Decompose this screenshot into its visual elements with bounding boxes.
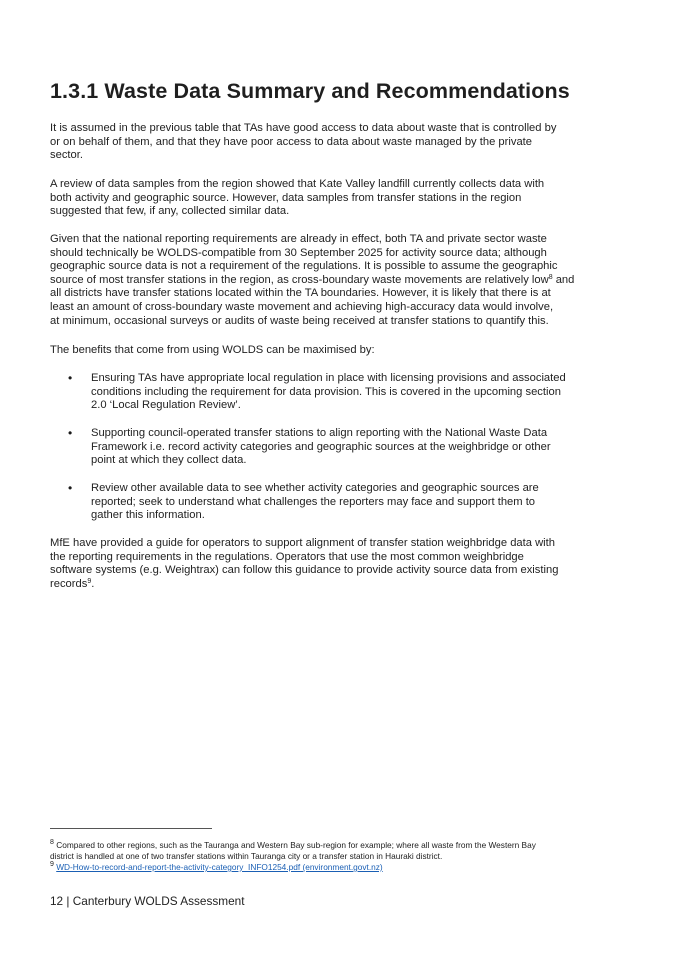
paragraph-data-samples bbox=[50, 178, 544, 219]
footnote-line bbox=[50, 862, 383, 873]
text-line: It is assumed in the previous table that TAs have good access to data about waste that is controlled by bbox=[50, 122, 557, 134]
text-line: MfE have provided a guide for operators to support alignment of transfer station weighbridge data with bbox=[50, 537, 555, 549]
text-line: conditions including the requirement for data provision. This is covered in the upcoming section bbox=[91, 385, 561, 398]
text-line: 2.0 ‘Local Regulation Review’. bbox=[91, 399, 241, 412]
footnote-text: Compared to other regions, such as the Tauranga and Western Bay sub-region for example; where all waste from the Western Bay bbox=[53, 840, 536, 850]
paragraph-data-access bbox=[50, 122, 556, 163]
text-line bbox=[50, 578, 558, 592]
text-line: gather this information. bbox=[91, 509, 205, 522]
footnote-ref-9[interactable]: 9 bbox=[87, 577, 92, 585]
text-line: reported; seek to understand what challenges the reporters may face and support them to bbox=[91, 495, 536, 508]
text-line: Ensuring TAs have appropriate local regulation in place with licensing provisions and associated bbox=[91, 372, 566, 384]
text-segment: source of most transfer stations in the region, as cross-boundary waste movements are relatively low bbox=[50, 273, 549, 286]
footnote-divider bbox=[50, 828, 212, 829]
text-line: both activity and geographic source. However, data samples from transfer stations in the region bbox=[50, 191, 522, 204]
text-line: Supporting council-operated transfer stations to align reporting with the National Waste Data bbox=[91, 427, 548, 439]
bullet-item-transfer-stations bbox=[91, 427, 551, 468]
footnote-8 bbox=[50, 840, 536, 861]
footnote-link-mfe-guide[interactable]: WD-How-to-record-and-report-the-activity-category_INFO1254.pdf (environment.govt.nz) bbox=[56, 862, 383, 872]
footnote-line: district is handled at one of two transfer stations within Tauranga city or a transfer station in Hauraki district. bbox=[50, 850, 443, 861]
paragraph-benefits-intro: The benefits that come from using WOLDS can be maximised by: bbox=[50, 344, 375, 356]
footnote-mark: 8 bbox=[50, 839, 54, 846]
text-line: Given that the national reporting requirements are already in effect, both TA and private sector waste bbox=[50, 233, 547, 245]
bullet-icon: • bbox=[68, 426, 73, 440]
text-line: Framework i.e. record activity categories and geographic sources at the weighbridge or other bbox=[91, 440, 551, 453]
bullet-item-other-data bbox=[91, 482, 539, 523]
text-line: suggested that few, if any, collected similar data. bbox=[50, 205, 290, 218]
text-line: software systems (e.g. Weightrax) can follow this guidance to provide activity source data from existing bbox=[50, 564, 559, 577]
text-line: point at which they collect data. bbox=[91, 454, 247, 467]
text-line: Review other available data to see whether activity categories and geographic sources are bbox=[91, 482, 539, 494]
text-line: at minimum, occasional surveys or audits of waste being received at transfer stations to quantify this. bbox=[50, 314, 549, 327]
page-footer: 12 | Canterbury WOLDS Assessment bbox=[50, 894, 245, 908]
text-segment: and bbox=[552, 273, 575, 286]
paragraph-reporting-requirements bbox=[50, 233, 574, 328]
text-line bbox=[50, 274, 574, 288]
text-line: or on behalf of them, and that they have poor access to data about waste managed by the private bbox=[50, 135, 532, 148]
text-segment: records bbox=[50, 577, 88, 590]
bullet-item-local-regulation bbox=[91, 372, 566, 413]
text-line: geographic source data is not a requirement of the regulations. It is possible to assume the geographic bbox=[50, 260, 558, 273]
text-line: sector. bbox=[50, 149, 83, 162]
footnote-9 bbox=[50, 862, 383, 873]
bullet-icon: • bbox=[68, 371, 73, 385]
text-line: A review of data samples from the region showed that Kate Valley landfill currently collects data with bbox=[50, 178, 545, 190]
text-line: the reporting requirements in the regulations. Operators that use the most common weighbridge bbox=[50, 550, 524, 563]
text-line: should technically be WOLDS-compatible from 30 September 2025 for activity source data; although bbox=[50, 246, 547, 259]
footnote-mark: 9 bbox=[50, 861, 54, 868]
text-line: least an amount of cross-boundary waste movement and achieving high-accuracy data would involve, bbox=[50, 300, 554, 313]
footnote-line bbox=[50, 840, 536, 851]
paragraph-mfe-guide bbox=[50, 537, 558, 591]
bullet-icon: • bbox=[68, 481, 73, 495]
footnote-ref-8[interactable]: 8 bbox=[548, 273, 553, 281]
text-line: all districts have transfer stations located within the TA boundaries. However, it is likely that there is at bbox=[50, 287, 551, 300]
text-segment: . bbox=[91, 577, 95, 590]
section-heading: 1.3.1 Waste Data Summary and Recommendations bbox=[50, 79, 570, 103]
